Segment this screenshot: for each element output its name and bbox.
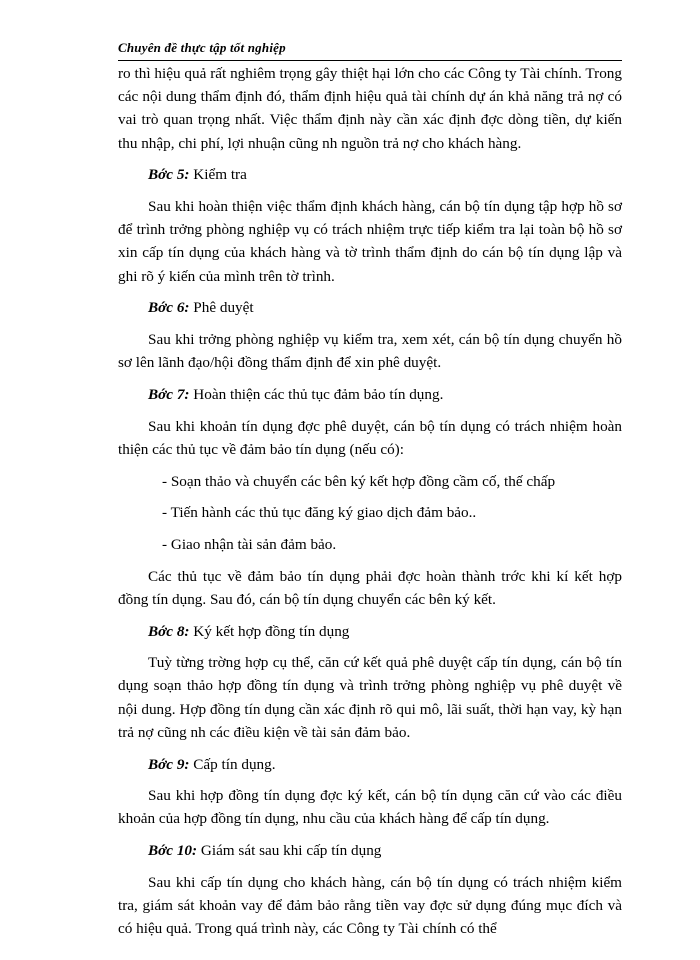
paragraph-step-7: Sau khi khoản tín dụng đợc phê duyệt, cán bộ tín dụng có trách nhiệm hoàn thiện các thủ tục về đảm bảo tín dụng (nếu có): xyxy=(118,417,622,458)
page-header xyxy=(118,38,622,61)
step-label: Bớc 8: xyxy=(148,622,190,640)
bullet-list xyxy=(118,470,622,557)
paragraph-step-9: Sau khi hợp đồng tín dụng đợc ký kết, cán bộ tín dụng căn cứ vào các điều khoản của hợp đồng tín dụng, nhu cầu của khách hàng để cấp tín dụng. xyxy=(118,787,622,828)
paragraph-step-7-continued: Các thủ tục về đảm bảo tín dụng phải đợc hoàn thành trớc khi kí kết hợp đồng tín dụng. Sau đó, cán bộ tín dụng chuyển các bên ký kết. xyxy=(118,567,622,608)
paragraph-continuation: ro thì hiệu quả rất nghiêm trọng gây thiệt hại lớn cho các Công ty Tài chính. Trong các nội dung thẩm định đó, thẩm định hiệu quả tài chính dự án khả năng trả nợ có vai trò quan trọng nhất. Việc thẩm định này cần xác định đợc dòng tiền, dự kiến thu nhập, chi phí, lợi nhuận cũng nh nguồn trả nợ cho khách hàng. xyxy=(118,65,622,152)
step-title: Cấp tín dụng. xyxy=(189,755,276,773)
step-title: Hoàn thiện các thủ tục đảm bảo tín dụng. xyxy=(189,385,444,403)
document-body xyxy=(118,62,622,949)
step-label: Bớc 7: xyxy=(148,385,190,403)
step-title: Phê duyệt xyxy=(189,299,254,317)
list-item: - Giao nhận tài sản đảm bảo. xyxy=(162,535,337,553)
step-5-heading xyxy=(118,163,622,186)
paragraph-step-5: Sau khi hoàn thiện việc thẩm định khách hàng, cán bộ tín dụng tập hợp hồ sơ để trình trởng phòng nghiệp vụ có trách nhiệm trực tiếp kiểm tra lại toàn bộ hồ sơ xin cấp tín dụng của khách hàng và tờ trình thẩm định do cán bộ tín dụng lập và ghi rõ ý kiến của mình trên tờ trình. xyxy=(118,198,622,285)
step-title: Giám sát sau khi cấp tín dụng xyxy=(197,842,382,860)
step-7-heading xyxy=(118,383,622,406)
paragraph-step-10: Sau khi cấp tín dụng cho khách hàng, cán bộ tín dụng có trách nhiệm kiểm tra, giám sát khoản vay để đảm bảo rằng tiền vay đợc sử dụng đúng mục đích và có hiệu quả. Trong quá trình này, các Công ty Tài chính có thể xyxy=(118,873,622,938)
step-title: Ký kết hợp đồng tín dụng xyxy=(189,622,350,640)
step-10-heading xyxy=(118,839,622,862)
paragraph-step-8: Tuỳ từng trờng hợp cụ thể, căn cứ kết quả phê duyệt cấp tín dụng, cán bộ tín dụng soạn thảo hợp đồng tín dụng và trình trởng phòng nghiệp vụ phê duyệt về nội dung. Hợp đồng tín dụng cần xác định rõ qui mô, lãi suất, thời hạn vay, kỳ hạn trả nợ cũng nh các điều kiện về tài sản đảm bảo. xyxy=(118,654,622,741)
step-label: Bớc 6: xyxy=(148,299,190,317)
step-label: Bớc 9: xyxy=(148,755,190,773)
step-8-heading xyxy=(118,620,622,643)
step-6-heading xyxy=(118,296,622,319)
paragraph-step-6: Sau khi trởng phòng nghiệp vụ kiểm tra, xem xét, cán bộ tín dụng chuyển hồ sơ lên lãnh đạo/hội đồng thẩm định để xin phê duyệt. xyxy=(118,331,622,372)
step-9-heading xyxy=(118,753,622,776)
list-item: - Tiến hành các thủ tục đăng ký giao dịch đảm bảo.. xyxy=(162,504,477,522)
step-label: Bớc 10: xyxy=(148,842,198,860)
list-item: - Soạn thảo và chuyển các bên ký kết hợp đồng cầm cố, thế chấp xyxy=(162,472,556,490)
step-label: Bớc 5: xyxy=(148,166,190,184)
step-title: Kiểm tra xyxy=(189,166,247,184)
header-title: Chuyên đề thực tập tốt nghiệp xyxy=(118,40,286,55)
